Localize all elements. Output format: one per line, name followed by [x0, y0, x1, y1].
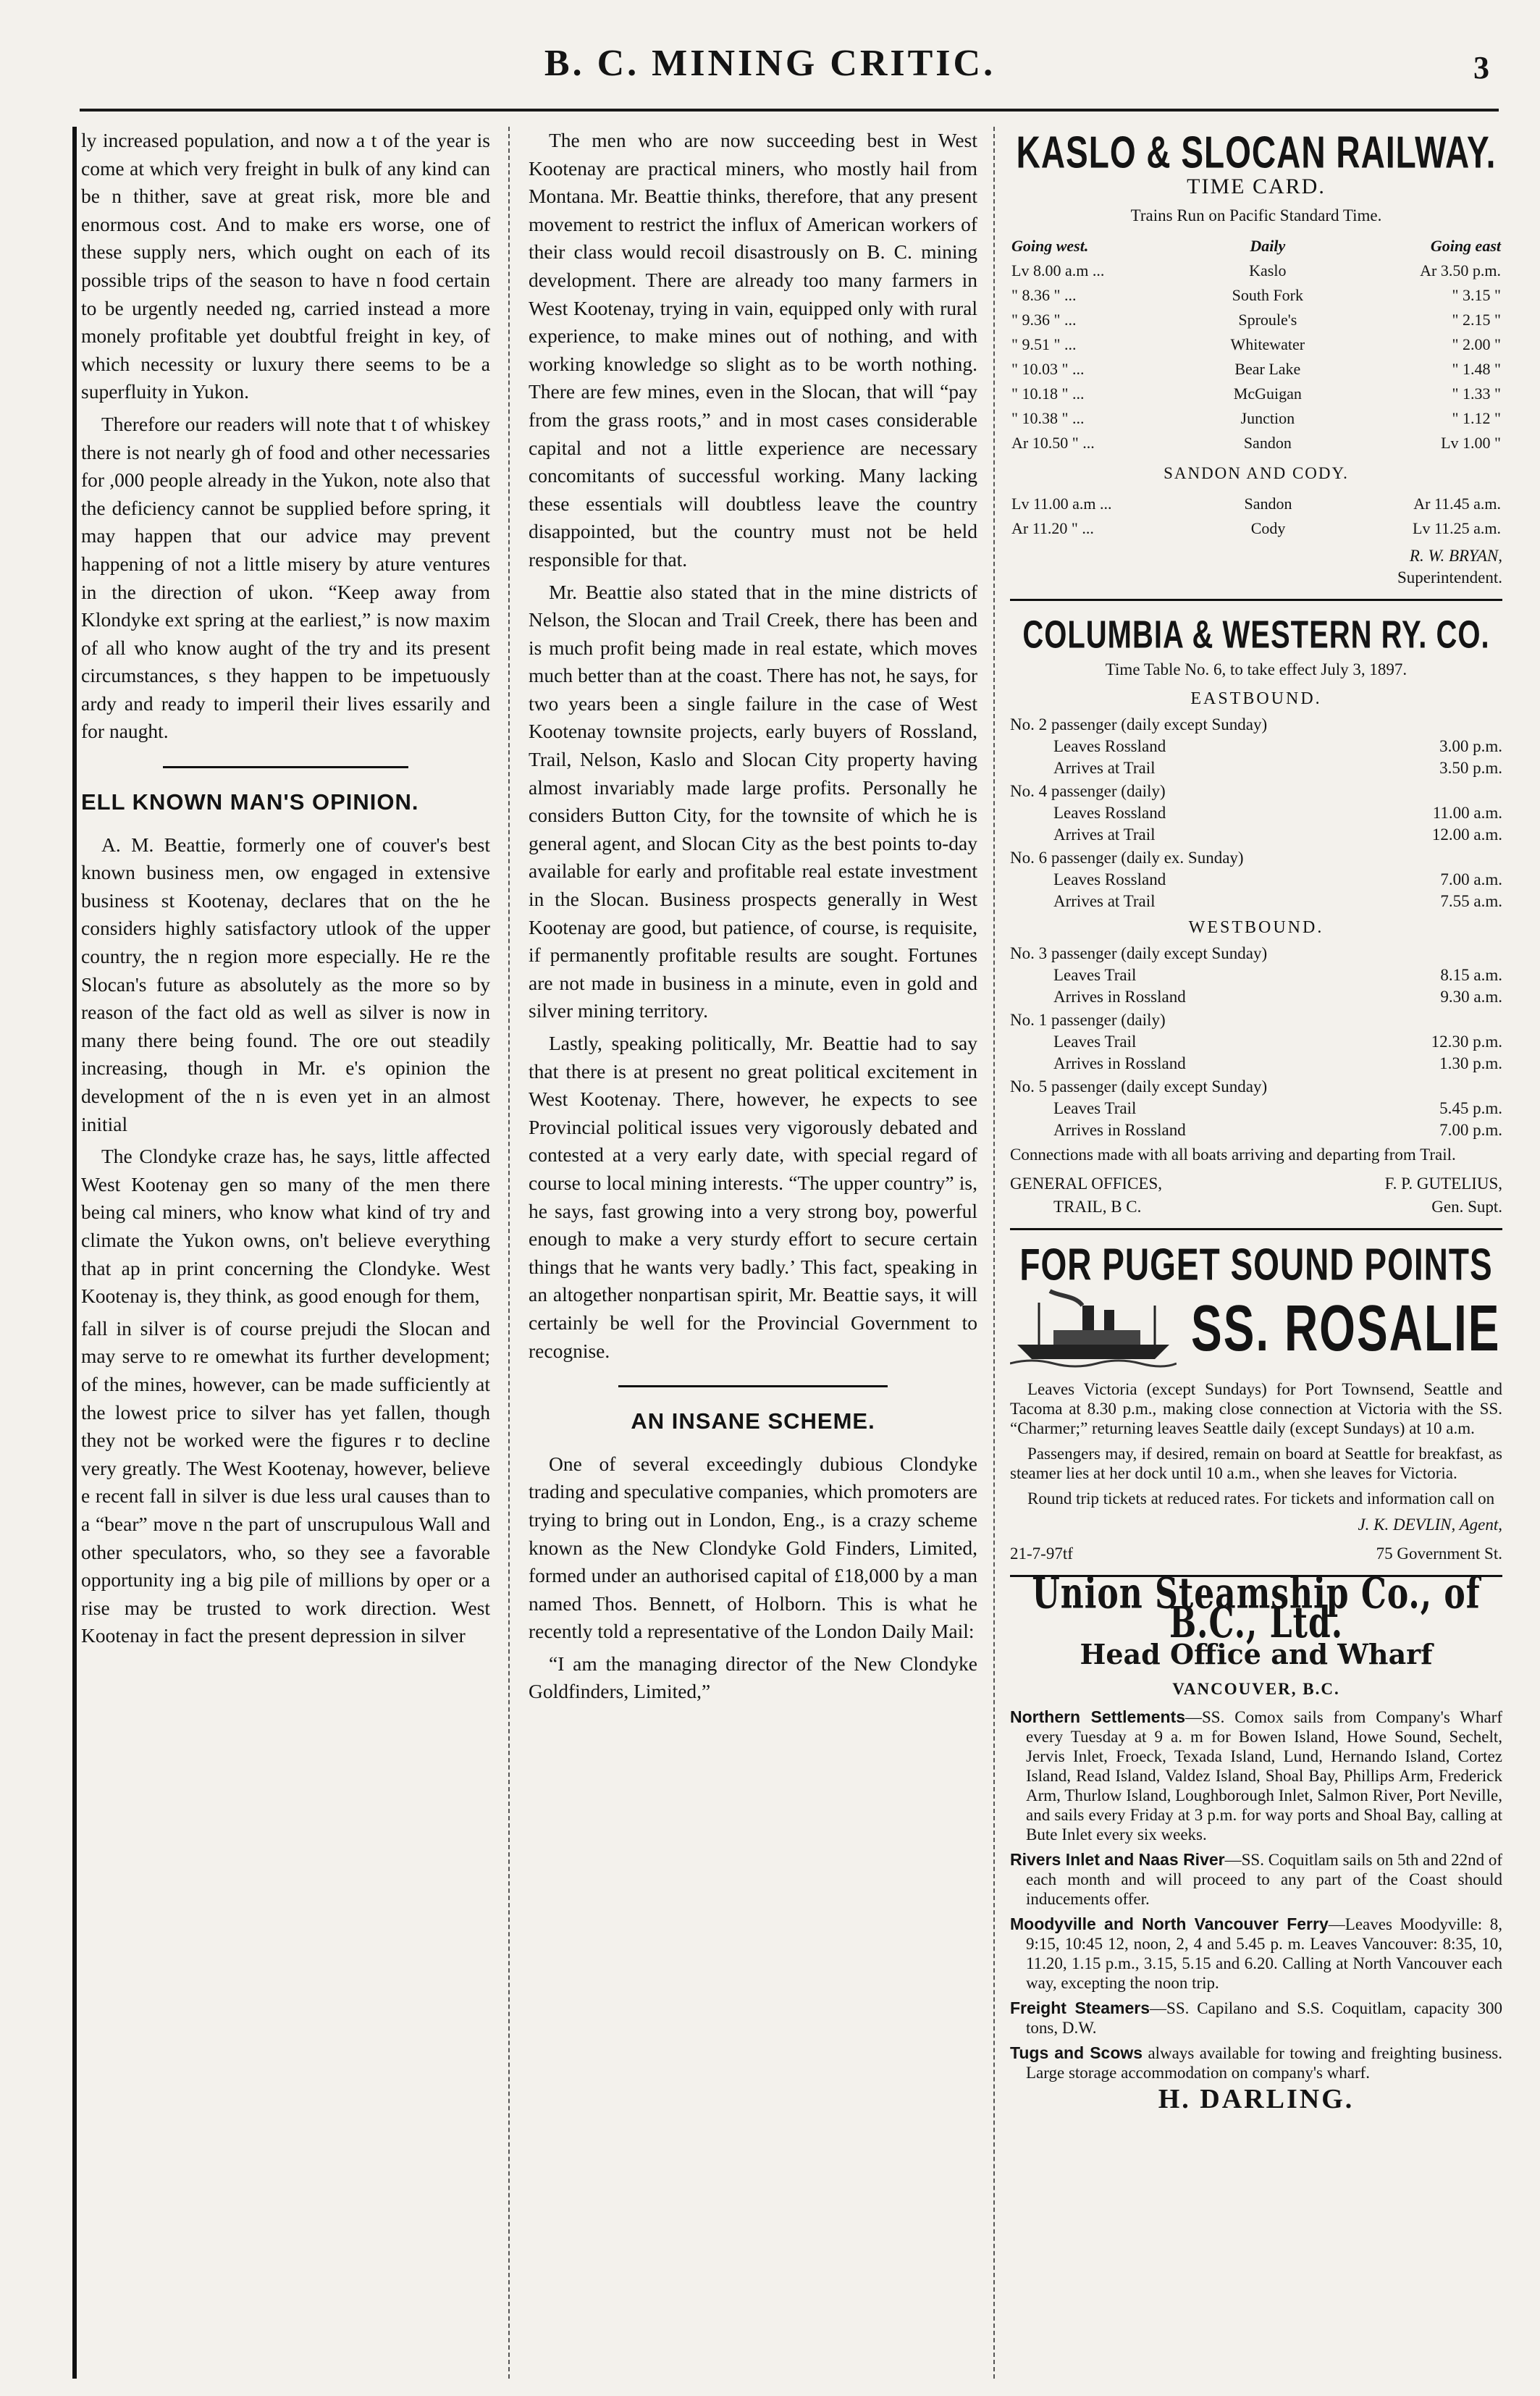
cell: Ar 10.50 " ... — [1011, 434, 1095, 452]
col1-paragraph: A. M. Beattie, formerly one of couver's best known business men, ow engaged in extensive business st Kootenay, declares that on the he considers highly satisfactory utlook of the upper country, the n region more especially. He re the Slocan's future as absolutely as the more so by reason of the fact old as well as silver is now in many there being found. The ore out steadily increasing, though in Mr. e's opinion the development of the n is even yet in an almost initial — [81, 833, 490, 1135]
col1-paragraph: fall in silver is of course prejudi the Slocan and may serve to re omewhat its further development; of the mines, however, can be made sufficiently at the lowest price to silver has yet fallen, though they not be worked were the figures r to decline very greatly. The West Kootenay, however, believe e recent fall in silver is due less ural causes than to a “bear” move n the part of unscrupulous Wall and other speculators, who, so they see a favorable opportunity ing a big pile of millions by oper or a rise may be trusted to work direction. West Kootenay in fact the present depression in silver — [81, 1316, 490, 1647]
connections-note: Connections made with all boats arriving and departing from Trail. — [1010, 1146, 1456, 1164]
timetable-row — [1010, 283, 1502, 308]
cell: " 9.51 " ... — [1011, 335, 1077, 353]
ship-name: SS. ROSALIE — [1191, 1291, 1501, 1365]
route-name: Rivers Inlet and Naas River — [1010, 1850, 1225, 1869]
article-heading-opinion: ELL KNOWN MAN'S OPINION. — [81, 789, 419, 815]
route-name: Moodyville and North Vancouver Ferry — [1010, 1914, 1329, 1933]
ad-puget-sound — [1010, 1239, 1502, 1577]
cell: Sandon — [1244, 495, 1292, 513]
office-location: TRAIL, B C. — [1053, 1198, 1142, 1216]
train-name: No. 3 passenger (daily except Sunday) — [1010, 944, 1268, 962]
stop-time: 8.15 a.m. — [1440, 966, 1502, 984]
stop-time: 7.00 a.m. — [1440, 870, 1502, 888]
route-entry — [1010, 1850, 1502, 1909]
ad-paragraph: Leaves Victoria (except Sundays) for Port Townsend, Seattle and Tacoma at 8.30 p.m., making close connection at Victoria with the SS. “Charmer;” returning leaves Seattle daily (except Sundays) at 10 a.m. — [1010, 1380, 1502, 1437]
stop-name: Leaves Trail — [1053, 1099, 1137, 1117]
stop-name: Arrives in Rossland — [1053, 988, 1186, 1006]
column-3-ads — [1010, 127, 1502, 2379]
cell: " 10.18 " ... — [1011, 384, 1085, 403]
timetable-header-row — [1010, 234, 1502, 258]
cell: Sproule's — [1238, 311, 1297, 329]
cell: Sandon — [1243, 434, 1292, 452]
stop-time: 9.30 a.m. — [1440, 988, 1502, 1006]
col2-paragraph: The men who are now succeeding best in West Kootenay are practical miners, who mostly hail from Montana. Mr. Beattie thinks, therefore, that any present movement to restrict the influx of American workers of their class would recoil disastrously on B. C. mining development. There are already too many farmers in West Kootenay, trying in vain, equipped only with rural experience, to make mines out of nothing, and with working knowledge so slight as to be worth nothing. There are few mines, even in the Slocan, that will “pay from the grass roots,” and in most cases considerable capital and not a little experience are necessary concomitants of successful working. Many lacking these essentials will doubtless leave the country disappointed, but the country must not be held responsible for that. — [529, 129, 977, 571]
train-name: No. 5 passenger (daily except Sunday) — [1010, 1077, 1268, 1096]
col1-paragraph: Therefore our readers will note that t of whiskey there is not nearly gh of food and other necessaries for ,000 people already in the Yukon, note also that the deficiency cannot be supplied before spring, it may happen that our advice may prevent happening of not a little misery by ature ventures in the direction of ukon. “Keep away from Klondyke ext spring at the earliest,” is now maxim of all who know aught of the try and its present circumstances, s they happen to be impetuously ardy and ready to imperil their lives essarily and for naught. — [81, 412, 490, 743]
column-1 — [81, 127, 490, 2379]
timetable-header: Going east — [1430, 237, 1501, 255]
timetable-subsection: SANDON AND CODY. — [1164, 464, 1349, 482]
cell: South Fork — [1232, 286, 1304, 304]
ad-signature-row — [1010, 1543, 1502, 1565]
page-number: 3 — [1473, 50, 1489, 85]
stop-time: 3.00 p.m. — [1439, 737, 1502, 755]
train-stop — [1010, 1098, 1502, 1119]
ad-columbia-western — [1010, 610, 1502, 1230]
train-stop — [1010, 1053, 1502, 1075]
cell: " 1.48 " — [1452, 360, 1501, 378]
ad-paragraph: Passengers may, if desired, remain on board at Seattle for breakfast, as steamer lies at her dock until 10 a.m., when she leaves for Victoria. — [1010, 1445, 1502, 1482]
timetable-row — [1010, 431, 1502, 455]
cell: Cody — [1250, 519, 1286, 537]
timetable — [1010, 234, 1502, 455]
stop-time: 3.50 p.m. — [1439, 759, 1502, 777]
stop-time: 12.00 a.m. — [1431, 825, 1502, 844]
stop-name: Arrives in Rossland — [1053, 1121, 1186, 1139]
stop-name: Arrives at Trail — [1053, 892, 1156, 910]
stop-time: 7.00 p.m. — [1439, 1121, 1502, 1139]
cell: Lv 11.25 a.m. — [1413, 519, 1501, 537]
route-entry — [1010, 1998, 1502, 2038]
route-entry — [1010, 1914, 1502, 1993]
section-divider — [163, 766, 408, 768]
route-text: —SS. Comox sails from Company's Wharf every Tuesday at 9 a. m for Bowen Island, Howe Sound, Sechelt, Jervis Inlet, Froeck, Texada Island, Lund, Hernando Island, Cortez Island, Read Island, Valdez Island, Shoal Bay, Phillips Arm, Frederick Arm, Thurlow Island, Loughborough Inlet, Salmon River, Port Neville, and sails every Friday at 3 p.m. for way ports and Shoal Bay, calling at Bute Inlet every six weeks. — [1026, 1708, 1502, 1844]
stop-name: Arrives at Trail — [1053, 825, 1156, 844]
article-heading-insane-scheme: AN INSANE SCHEME. — [631, 1408, 875, 1434]
stop-name: Leaves Rossland — [1053, 737, 1166, 755]
stop-name: Leaves Rossland — [1053, 804, 1166, 822]
route-name: Northern Settlements — [1010, 1707, 1186, 1726]
ad-signer: H. DARLING. — [1158, 2084, 1355, 2114]
ad-subtitle: Time Table No. 6, to take effect July 3, 1897. — [1105, 660, 1408, 678]
train-stop — [1010, 964, 1502, 986]
direction-label: WESTBOUND. — [1188, 918, 1324, 937]
route-name: Freight Steamers — [1010, 1998, 1150, 2017]
cell: Ar 3.50 p.m. — [1420, 261, 1501, 279]
steamship-icon — [1010, 1288, 1177, 1368]
cell: " 9.36 " ... — [1011, 311, 1077, 329]
cell: Whitewater — [1230, 335, 1305, 353]
ad-kaslo-slocan-railway — [1010, 127, 1502, 601]
westbound-list — [1010, 943, 1502, 1141]
train-name: No. 6 passenger (daily ex. Sunday) — [1010, 849, 1244, 867]
timetable-row — [1010, 492, 1502, 516]
timetable-row — [1010, 332, 1502, 357]
route-text: always available for towing and freighting business. Large storage accommodation on company's wharf. — [1026, 2044, 1502, 2082]
ad-city: VANCOUVER, B.C. — [1172, 1680, 1340, 1698]
stop-time: 11.00 a.m. — [1432, 804, 1502, 822]
agent-name: J. K. DEVLIN, Agent, — [1358, 1516, 1502, 1534]
column-rule-1 — [508, 127, 511, 2379]
route-name: Tugs and Scows — [1010, 2043, 1143, 2062]
col2-paragraph: One of several exceedingly dubious Clondyke trading and speculative companies, which promoters are trying to bring out in London, Eng., is a crazy scheme known as the New Clondyke Gold Finders, Limited, formed under an authorised capital of £18,000 by a man named Thos. Bennett, of Holborn. This is what he recently told a representative of the London Daily Mail: — [529, 1452, 977, 1643]
cell: Junction — [1240, 409, 1295, 427]
route-text: —Leaves Moodyville: 8, 9:15, 10:45 12, noon, 2, 4 and 5.45 p. m. Leaves Vancouver: 8:35, 10, 11.20, 1.15 p.m., 3.15, 5.15 and 6.20. Calling at North Vancouver each way, excepting the noon trip. — [1026, 1915, 1502, 1992]
ad-subtitle: Head Office and Wharf — [1080, 1638, 1433, 1670]
stop-name: Arrives in Rossland — [1053, 1054, 1186, 1072]
cell: " 10.03 " ... — [1011, 360, 1085, 378]
train-stop — [1010, 986, 1502, 1008]
superintendent-title: Gen. Supt. — [1431, 1198, 1502, 1216]
ad-title: COLUMBIA & WESTERN RY. CO. — [1022, 613, 1490, 657]
train-stop — [1010, 802, 1502, 824]
ad-paragraph: Round trip tickets at reduced rates. For tickets and information call on — [1027, 1489, 1495, 1508]
cell: Ar 11.20 " ... — [1011, 519, 1094, 537]
ad-subtitle: TIME CARD. — [1187, 175, 1326, 198]
col1-paragraph: The Clondyke craze has, he says, little affected West Kootenay gen so many of the men there being cal miners, who know what kind of try and climate the Yukon owns, on't believe everything that ap in print concerning the Clondyke. West Kootenay is, they think, as good enough for them, — [81, 1145, 490, 1308]
timetable-row — [1010, 516, 1502, 541]
newspaper-title: B. C. MINING CRITIC. — [544, 43, 996, 84]
ad-title: KASLO & SLOCAN RAILWAY. — [1016, 127, 1497, 178]
cell: " 2.15 " — [1452, 311, 1501, 329]
col2-paragraph: Mr. Beattie also stated that in the mine districts of Nelson, the Slocan and Trail Creek, there has been and is much profit being made in real estate, which moves much better than at the coast. There has not, he says, for two years been a single failure in the case of West Kootenay townsite projects, early buyers of Rossland, Trail, Nelson, Kaslo and Slocan City property having almost invariably made large profits. Personally he considers Button City, for the townsite of which he is general agent, and Slocan City as the best points to-day available for early and profitable real estate investment in the Slocan. Business prospects generally in West Kootenay are good, but patience, of course, is requisite, if permanently profitable results are sought. Fortunes are not made in business in a minute, even in gold and silver mining territory. — [529, 580, 977, 1022]
stop-name: Leaves Rossland — [1053, 870, 1166, 888]
agent-address: 75 Government St. — [1376, 1544, 1502, 1563]
timetable-row — [1010, 357, 1502, 382]
ad-signature-row — [1010, 1196, 1502, 1218]
stop-name: Leaves Trail — [1053, 1033, 1137, 1051]
timetable-row — [1010, 258, 1502, 283]
cell: " 1.33 " — [1452, 384, 1501, 403]
office-label: GENERAL OFFICES, — [1010, 1174, 1162, 1193]
ad-signature-row — [1010, 1173, 1502, 1195]
cell: Lv 8.00 a.m ... — [1011, 261, 1105, 279]
ad-signer: R. W. BRYAN, — [1409, 547, 1502, 565]
route-text: —SS. Capilano and S.S. Coquitlam, capacity 300 tons, D.W. — [1026, 1999, 1502, 2037]
train-stop — [1010, 757, 1502, 779]
masthead-rule — [80, 109, 1499, 112]
timetable-header: Daily — [1250, 237, 1286, 255]
timetable-row — [1010, 308, 1502, 332]
ship-row — [1010, 1288, 1502, 1368]
cell: " 1.12 " — [1452, 409, 1501, 427]
train-name: No. 1 passenger (daily) — [1010, 1011, 1166, 1029]
direction-label: EASTBOUND. — [1190, 689, 1322, 708]
timetable-header: Going west. — [1011, 237, 1089, 255]
section-divider — [618, 1385, 888, 1387]
stop-time: 1.30 p.m. — [1439, 1054, 1502, 1072]
cell: Lv 11.00 a.m ... — [1011, 495, 1112, 513]
column-2 — [529, 127, 977, 2379]
cell: " 3.15 " — [1452, 286, 1501, 304]
timetable-row — [1010, 382, 1502, 406]
timetable-row — [1010, 406, 1502, 431]
train-stop — [1010, 891, 1502, 912]
stop-time: 7.55 a.m. — [1440, 892, 1502, 910]
superintendent-name: F. P. GUTELIUS, — [1384, 1174, 1502, 1193]
train-name: No. 2 passenger (daily except Sunday) — [1010, 715, 1268, 733]
cell: " 2.00 " — [1452, 335, 1501, 353]
ad-union-steamship — [1010, 1568, 1502, 2114]
ad-code: 21-7-97tf — [1010, 1544, 1073, 1563]
route-entry — [1010, 1707, 1502, 1844]
cell: Bear Lake — [1234, 360, 1301, 378]
ad-title: FOR PUGET SOUND POINTS — [1019, 1238, 1493, 1290]
cell: " 10.38 " ... — [1011, 409, 1085, 427]
ad-signer-title: Superintendent. — [1397, 568, 1502, 587]
stop-time: 5.45 p.m. — [1439, 1099, 1502, 1117]
column-rule-2 — [993, 127, 996, 2379]
ad-title: Union Steamship Co., of B.C., Ltd. — [1032, 1568, 1481, 1648]
cell: Ar 11.45 a.m. — [1413, 495, 1501, 513]
train-stop — [1010, 824, 1502, 846]
stop-name: Arrives at Trail — [1053, 759, 1156, 777]
route-text: —SS. Coquitlam sails on 5th and 22nd of each month and will proceed to any part of the Coast should inducements offer. — [1026, 1851, 1502, 1908]
timetable-sandon-cody — [1010, 492, 1502, 541]
col2-paragraph: “I am the managing director of the New Clondyke Goldfinders, Limited,” — [529, 1652, 977, 1703]
eastbound-list — [1010, 714, 1502, 912]
train-stop — [1010, 736, 1502, 757]
page-left-edge — [72, 127, 77, 2379]
train-stop — [1010, 869, 1502, 891]
train-stop — [1010, 1031, 1502, 1053]
ad-note: Trains Run on Pacific Standard Time. — [1130, 206, 1382, 224]
col1-paragraph: ly increased population, and now a t of the year is come at which very freight in bulk of any kind can be n thither, save at great risk, more ble and enormous cost. And to make ers worse, one of these supply ners, which ought on each of its possible trips of the season to have n food certain to be urgently needed ng, carried instead a more monely profitable yet doubtful freight in key, of which necessity or luxury there seems to be a superfluity in Yukon. — [81, 129, 490, 403]
stop-name: Leaves Trail — [1053, 966, 1137, 984]
cell: McGuigan — [1233, 384, 1302, 403]
cell: Kaslo — [1249, 261, 1287, 279]
cell: " 8.36 " ... — [1011, 286, 1077, 304]
stop-time: 12.30 p.m. — [1431, 1033, 1502, 1051]
train-name: No. 4 passenger (daily) — [1010, 782, 1166, 800]
train-stop — [1010, 1119, 1502, 1141]
masthead — [0, 29, 1540, 101]
cell: Lv 1.00 " — [1441, 434, 1501, 452]
route-entry — [1010, 2043, 1502, 2082]
col2-paragraph: Lastly, speaking politically, Mr. Beattie had to say that there is at present no great political excitement in West Kootenay. There, however, he expects to see Provincial political issues very vigorously debated and contested at a very early date, with special regard of course to local mining interests. “The upper country” is, he says, fast growing into a very strong boy, powerful enough to make a very sturdy effort to secure certain things that he wants very badly.’ This fact, speaking in an altogether nonpartisan spirit, Mr. Beattie says, it will certainly be well for the Provincial Government to recognise. — [529, 1032, 977, 1362]
